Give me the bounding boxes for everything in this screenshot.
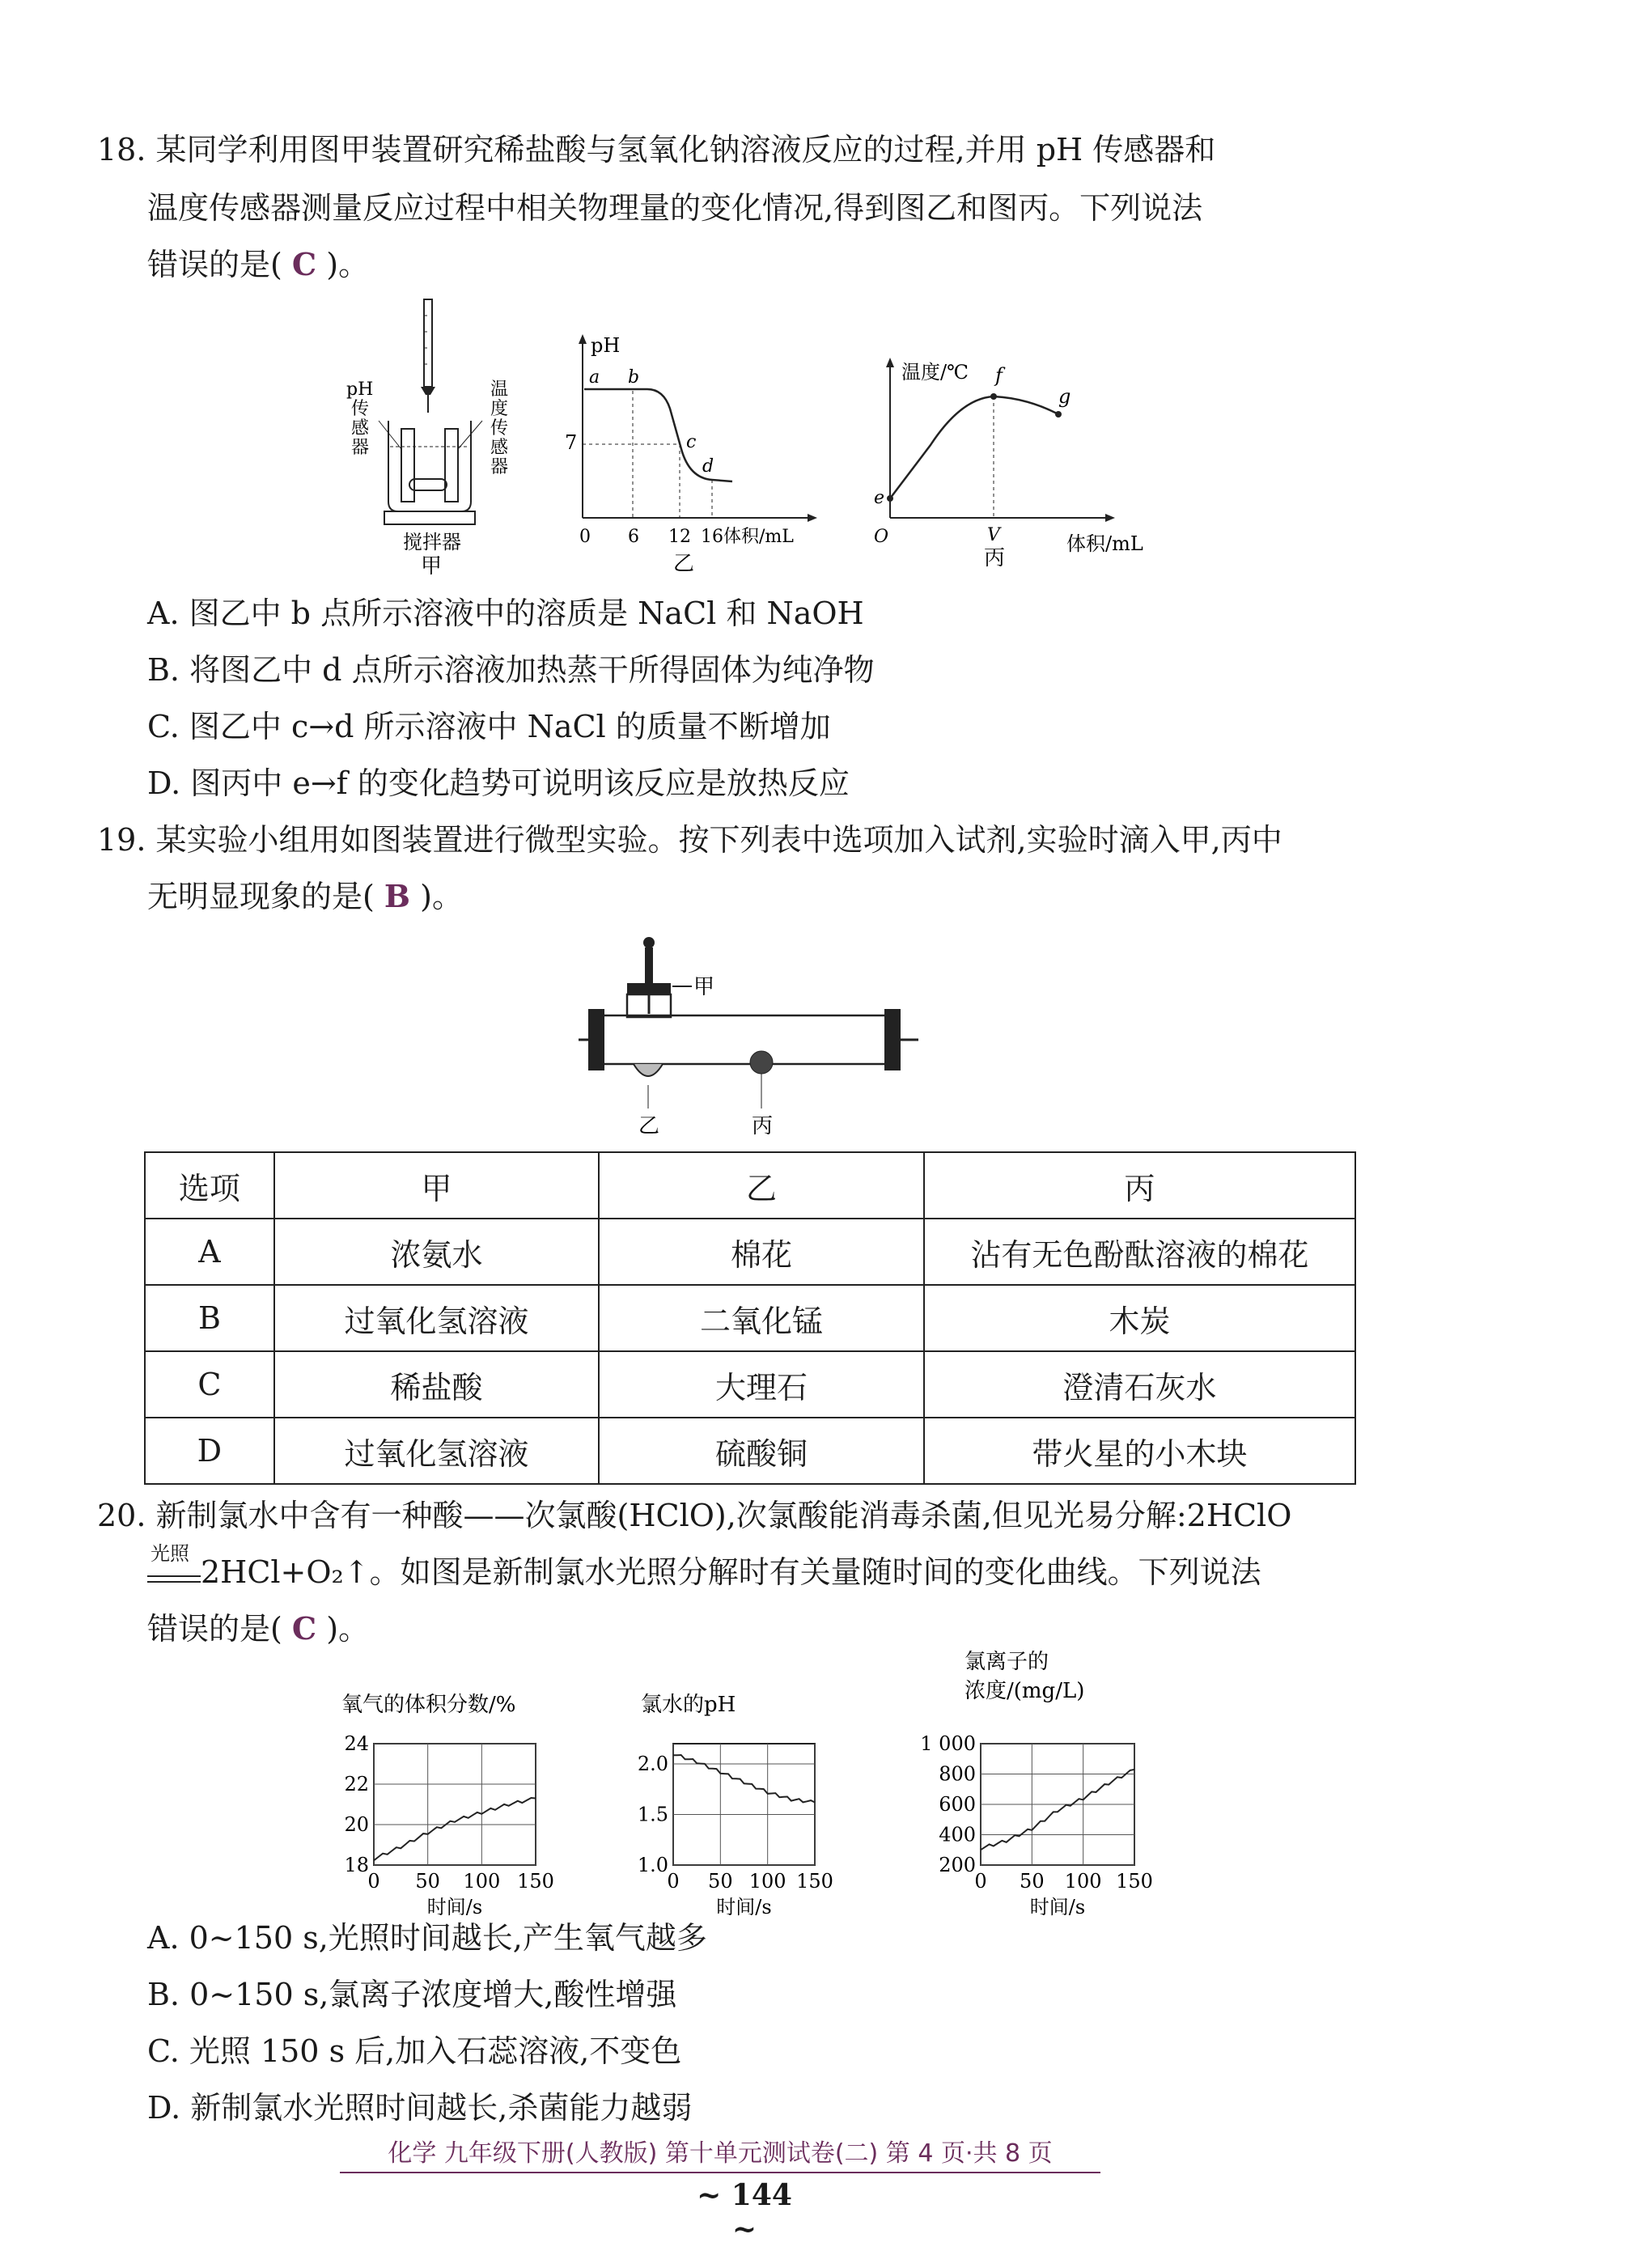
series-line (981, 1770, 1134, 1850)
table-cell: D (145, 1418, 274, 1484)
svg-text:b: b (628, 367, 640, 388)
table-header: 选项 (145, 1152, 274, 1219)
x-tick-label: 100 (463, 1870, 501, 1893)
table-header: 丙 (924, 1152, 1355, 1219)
table-row (145, 1351, 1355, 1418)
y-tick-label: 200 (939, 1854, 976, 1876)
chart-title: 氯离子的 (965, 1650, 1049, 1674)
series-line (374, 1798, 536, 1860)
yi-xlabel: 体积/mL (723, 527, 794, 547)
x-tick-label: 150 (517, 1870, 554, 1893)
q19-number: 19. (97, 822, 146, 858)
q20-number: 20. (97, 1498, 146, 1533)
table-cell: 稀盐酸 (274, 1351, 599, 1418)
y-tick-label: 1 000 (920, 1732, 976, 1755)
q18-line2: 温度传感器测量反应过程中相关物理量的变化情况,得到图乙和图丙。下列说法 (147, 190, 1203, 226)
x-tick-label: 50 (1020, 1870, 1045, 1893)
q20-line2: 光照 2HCl+O₂↑。如图是新制氯水光照分解时有关量随时间的变化曲线。下列说法 (147, 1552, 1261, 1592)
table-cell: C (145, 1351, 274, 1418)
table-cell: 硫酸铜 (599, 1418, 923, 1484)
table-row (145, 1418, 1355, 1484)
y-tick-label: 18 (344, 1854, 369, 1876)
q20-option-a: A. 0~150 s,光照时间越长,产生氧气越多 (147, 1920, 707, 1956)
table-cell: 浓氨水 (274, 1219, 599, 1285)
table-cell: 过氧化氢溶液 (274, 1418, 599, 1484)
q20-answer: C (291, 1610, 317, 1647)
x-tick-label: 100 (748, 1870, 786, 1893)
q20-option-c: C. 光照 150 s 后,加入石蕊溶液,不变色 (147, 2033, 682, 2069)
yi-ylabel: pH (591, 334, 621, 357)
bing-ylabel: 温度/℃ (901, 361, 969, 384)
table-cell: 木炭 (924, 1285, 1355, 1351)
x-tick-label: 0 (667, 1870, 680, 1893)
q18-option-a: A. 图乙中 b 点所示溶液中的溶质是 NaCl 和 NaOH (147, 596, 864, 631)
y-tick-label: 22 (344, 1773, 369, 1795)
y-tick-label: 24 (344, 1732, 369, 1755)
yi-caption: 乙 (673, 552, 695, 576)
q18-line3: 错误的是( C )。 (147, 246, 370, 282)
q20-option-b: B. 0~150 s,氯离子浓度增大,酸性增强 (147, 1977, 677, 2012)
table-cell: B (145, 1285, 274, 1351)
svg-text:感: 感 (490, 438, 509, 458)
chart-ph (623, 1687, 866, 1918)
svg-text:e: e (874, 488, 885, 508)
q18-option-b: B. 将图乙中 d 点所示溶液加热蒸干所得固体为纯净物 (147, 652, 875, 688)
table-cell: 棉花 (599, 1219, 923, 1285)
table-cell: 二氧化锰 (599, 1285, 923, 1351)
table-header: 乙 (599, 1152, 923, 1219)
table-row (145, 1219, 1355, 1285)
svg-text:g: g (1058, 385, 1071, 408)
svg-text:器: 器 (351, 438, 370, 458)
figure-jia (340, 299, 534, 579)
q18-option-d: D. 图丙中 e→f 的变化趋势可说明该反应是放热反应 (147, 765, 850, 801)
q19-answer: B (384, 878, 411, 914)
svg-text:0: 0 (579, 527, 591, 547)
y-tick-label: 600 (939, 1793, 976, 1816)
q18-number: 18. (97, 132, 146, 167)
q20-option-d: D. 新制氯水光照时间越长,杀菌能力越弱 (147, 2090, 693, 2126)
svg-text:传: 传 (351, 399, 370, 419)
x-axis-label: 时间/s (716, 1896, 772, 1918)
q18-option-c: C. 图乙中 c→d 所示溶液中 NaCl 的质量不断增加 (147, 709, 831, 744)
svg-text:12: 12 (668, 527, 691, 547)
table-header: 甲 (274, 1152, 599, 1219)
q19-line1: 19. 某实验小组用如图装置进行微型实验。按下列表中选项加入试剂,实验时滴入甲,丙中 (97, 822, 1282, 858)
svg-text:O: O (874, 527, 889, 547)
svg-text:c: c (686, 432, 697, 452)
jia-label-temp: 温 (490, 379, 509, 400)
bing-caption: 丙 (984, 546, 1006, 570)
x-tick-label: 50 (708, 1870, 733, 1893)
table-cell: 澄清石灰水 (924, 1351, 1355, 1418)
svg-text:16: 16 (701, 527, 723, 547)
svg-text:传: 传 (490, 418, 509, 439)
svg-text:V: V (987, 525, 1000, 545)
tube-label-yi: 乙 (638, 1114, 660, 1138)
table-cell: 带火星的小木块 (924, 1418, 1355, 1484)
q19-line2: 无明显现象的是( B )。 (147, 878, 463, 914)
q18-answer: C (291, 246, 317, 282)
x-axis-label: 时间/s (1029, 1896, 1086, 1918)
figure-bing (866, 348, 1157, 583)
table-row (145, 1285, 1355, 1351)
svg-text:d: d (702, 456, 714, 477)
tube-label-jia: 甲 (693, 975, 715, 999)
page-number: ~ 144 ~ (697, 2178, 792, 2246)
q20-line3: 错误的是( C )。 (147, 1610, 370, 1647)
figure-yi (558, 328, 825, 579)
chart-oxygen (324, 1687, 583, 1918)
table-cell: 过氧化氢溶液 (274, 1285, 599, 1351)
x-tick-label: 150 (796, 1870, 833, 1893)
chart-title: 氧气的体积分数/% (341, 1693, 516, 1717)
series-line (673, 1755, 815, 1803)
yi-y7: 7 (565, 431, 578, 454)
x-tick-label: 50 (415, 1870, 440, 1893)
svg-text:6: 6 (628, 527, 639, 547)
y-tick-label: 800 (939, 1762, 976, 1786)
q20-line1: 20. 新制氯水中含有一种酸——次氯酸(HClO),次氯酸能消毒杀菌,但见光易分解:2HClO (97, 1498, 1292, 1533)
y-tick-label: 1.0 (637, 1854, 668, 1876)
y-tick-label: 400 (939, 1823, 976, 1846)
q18-line1: 18. 某同学利用图甲装置研究稀盐酸与氢氧化钠溶液反应的过程,并用 pH 传感器和 (97, 132, 1216, 167)
svg-text:度: 度 (490, 399, 509, 419)
page-footer: 化学 九年级下册(人教版) 第十单元测试卷(二) 第 4 页·共 8 页 (340, 2133, 1100, 2173)
chart-title: 氯水的pH (641, 1693, 736, 1717)
svg-text:感: 感 (351, 418, 370, 439)
svg-text:器: 器 (490, 457, 509, 477)
jia-caption: 甲 (421, 554, 443, 579)
svg-text:a: a (589, 367, 600, 388)
chart-chloride (906, 1650, 1173, 1918)
q20-equation-sign: 光照 (147, 1554, 201, 1583)
svg-text:f: f (995, 364, 1003, 387)
x-tick-label: 100 (1064, 1870, 1102, 1893)
table-cell: 大理石 (599, 1351, 923, 1418)
figure-tube (579, 935, 926, 1137)
x-axis-label: 时间/s (426, 1896, 483, 1918)
y-tick-label: 20 (344, 1813, 369, 1836)
jia-label-ph: pH (346, 379, 374, 400)
tube-label-bing: 丙 (752, 1114, 774, 1138)
table-header-row (145, 1152, 1355, 1219)
table-cell: A (145, 1219, 274, 1285)
table-cell: 沾有无色酚酞溶液的棉花 (924, 1219, 1355, 1285)
chart-title: 浓度/(mg/L) (965, 1679, 1085, 1703)
x-tick-label: 0 (367, 1870, 380, 1893)
y-tick-label: 2.0 (637, 1753, 668, 1775)
y-tick-label: 1.5 (637, 1803, 668, 1826)
jia-stirrer: 搅拌器 (403, 531, 461, 553)
bing-xlabel: 体积/mL (1066, 532, 1143, 555)
x-tick-label: 0 (974, 1870, 987, 1893)
x-tick-label: 150 (1116, 1870, 1153, 1893)
q19-table (144, 1151, 1356, 1485)
